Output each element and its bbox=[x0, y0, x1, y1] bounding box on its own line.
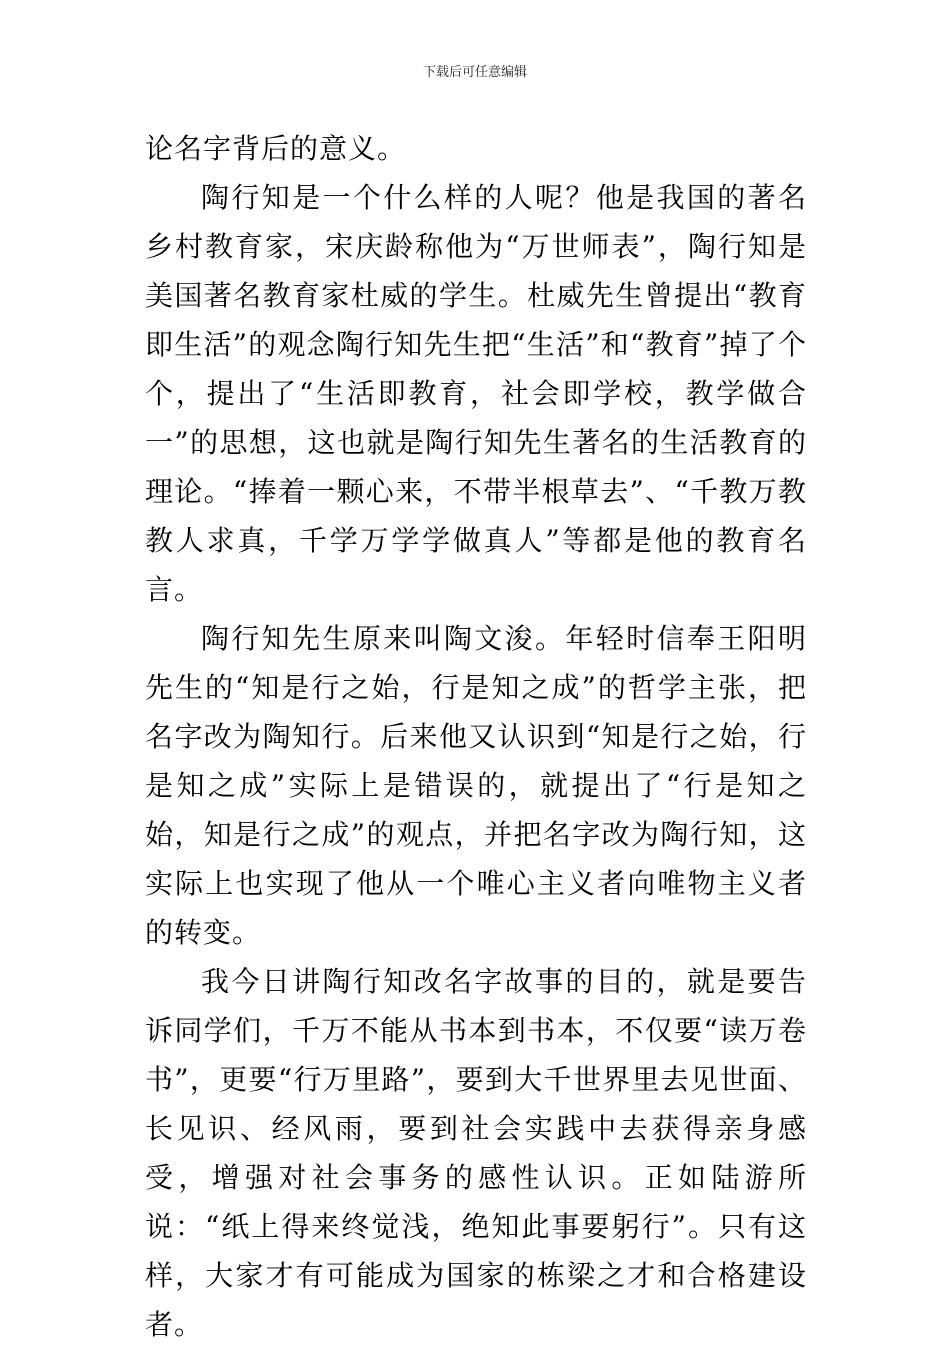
paragraph-2: 陶行知是一个什么样的人呢？他是我国的著名乡村教育家，宋庆龄称他为“万世师表”，陶行知是美国著名教育家杜威的学生。杜威先生曾提出“教育即生活”的观念陶行知先生把“生活”和“教育”掉了个个，提出了“生活即教育，社会即学校，教学做合一”的思想，这也就是陶行知先生著名的生活教育的理论。“捧着一颗心来，不带半根草去”、“千教万教教人求真，千学万学学做真人”等都是他的教育名言。 bbox=[145, 181, 807, 606]
paragraph-4: 我今日讲陶行知改名字故事的目的，就是要告诉同学们，千万不能从书本到书本，不仅要“读万卷书”，更要“行万里路”，要到大千世界里去见世面、长见识、经风雨，要到社会实践中去获得亲身感受，增强对社会事务的感性认识。正如陆游所说：“纸上得来终觉浅，绝知此事要躬行”。只有这样，大家才有可能成为国家的栋梁之才和合格建设者。 bbox=[145, 965, 807, 1341]
page-header: 下载后可任意编辑 bbox=[422, 65, 527, 80]
paragraph-3: 陶行知先生原来叫陶文浚。年轻时信奉王阳明先生的“知是行之始，行是知之成”的哲学主张，把名字改为陶知行。后来他又认识到“知是行之始，行是知之成”实际上是错误的，就提出了“行是知之始，知是行之成”的观点，并把名字改为陶行知，这实际上也实现了他从一个唯心主义者向唯物主义者的转变。 bbox=[145, 622, 807, 949]
document-body bbox=[145, 124, 807, 1349]
paragraph-1: 论名字背后的意义。 bbox=[145, 132, 407, 165]
